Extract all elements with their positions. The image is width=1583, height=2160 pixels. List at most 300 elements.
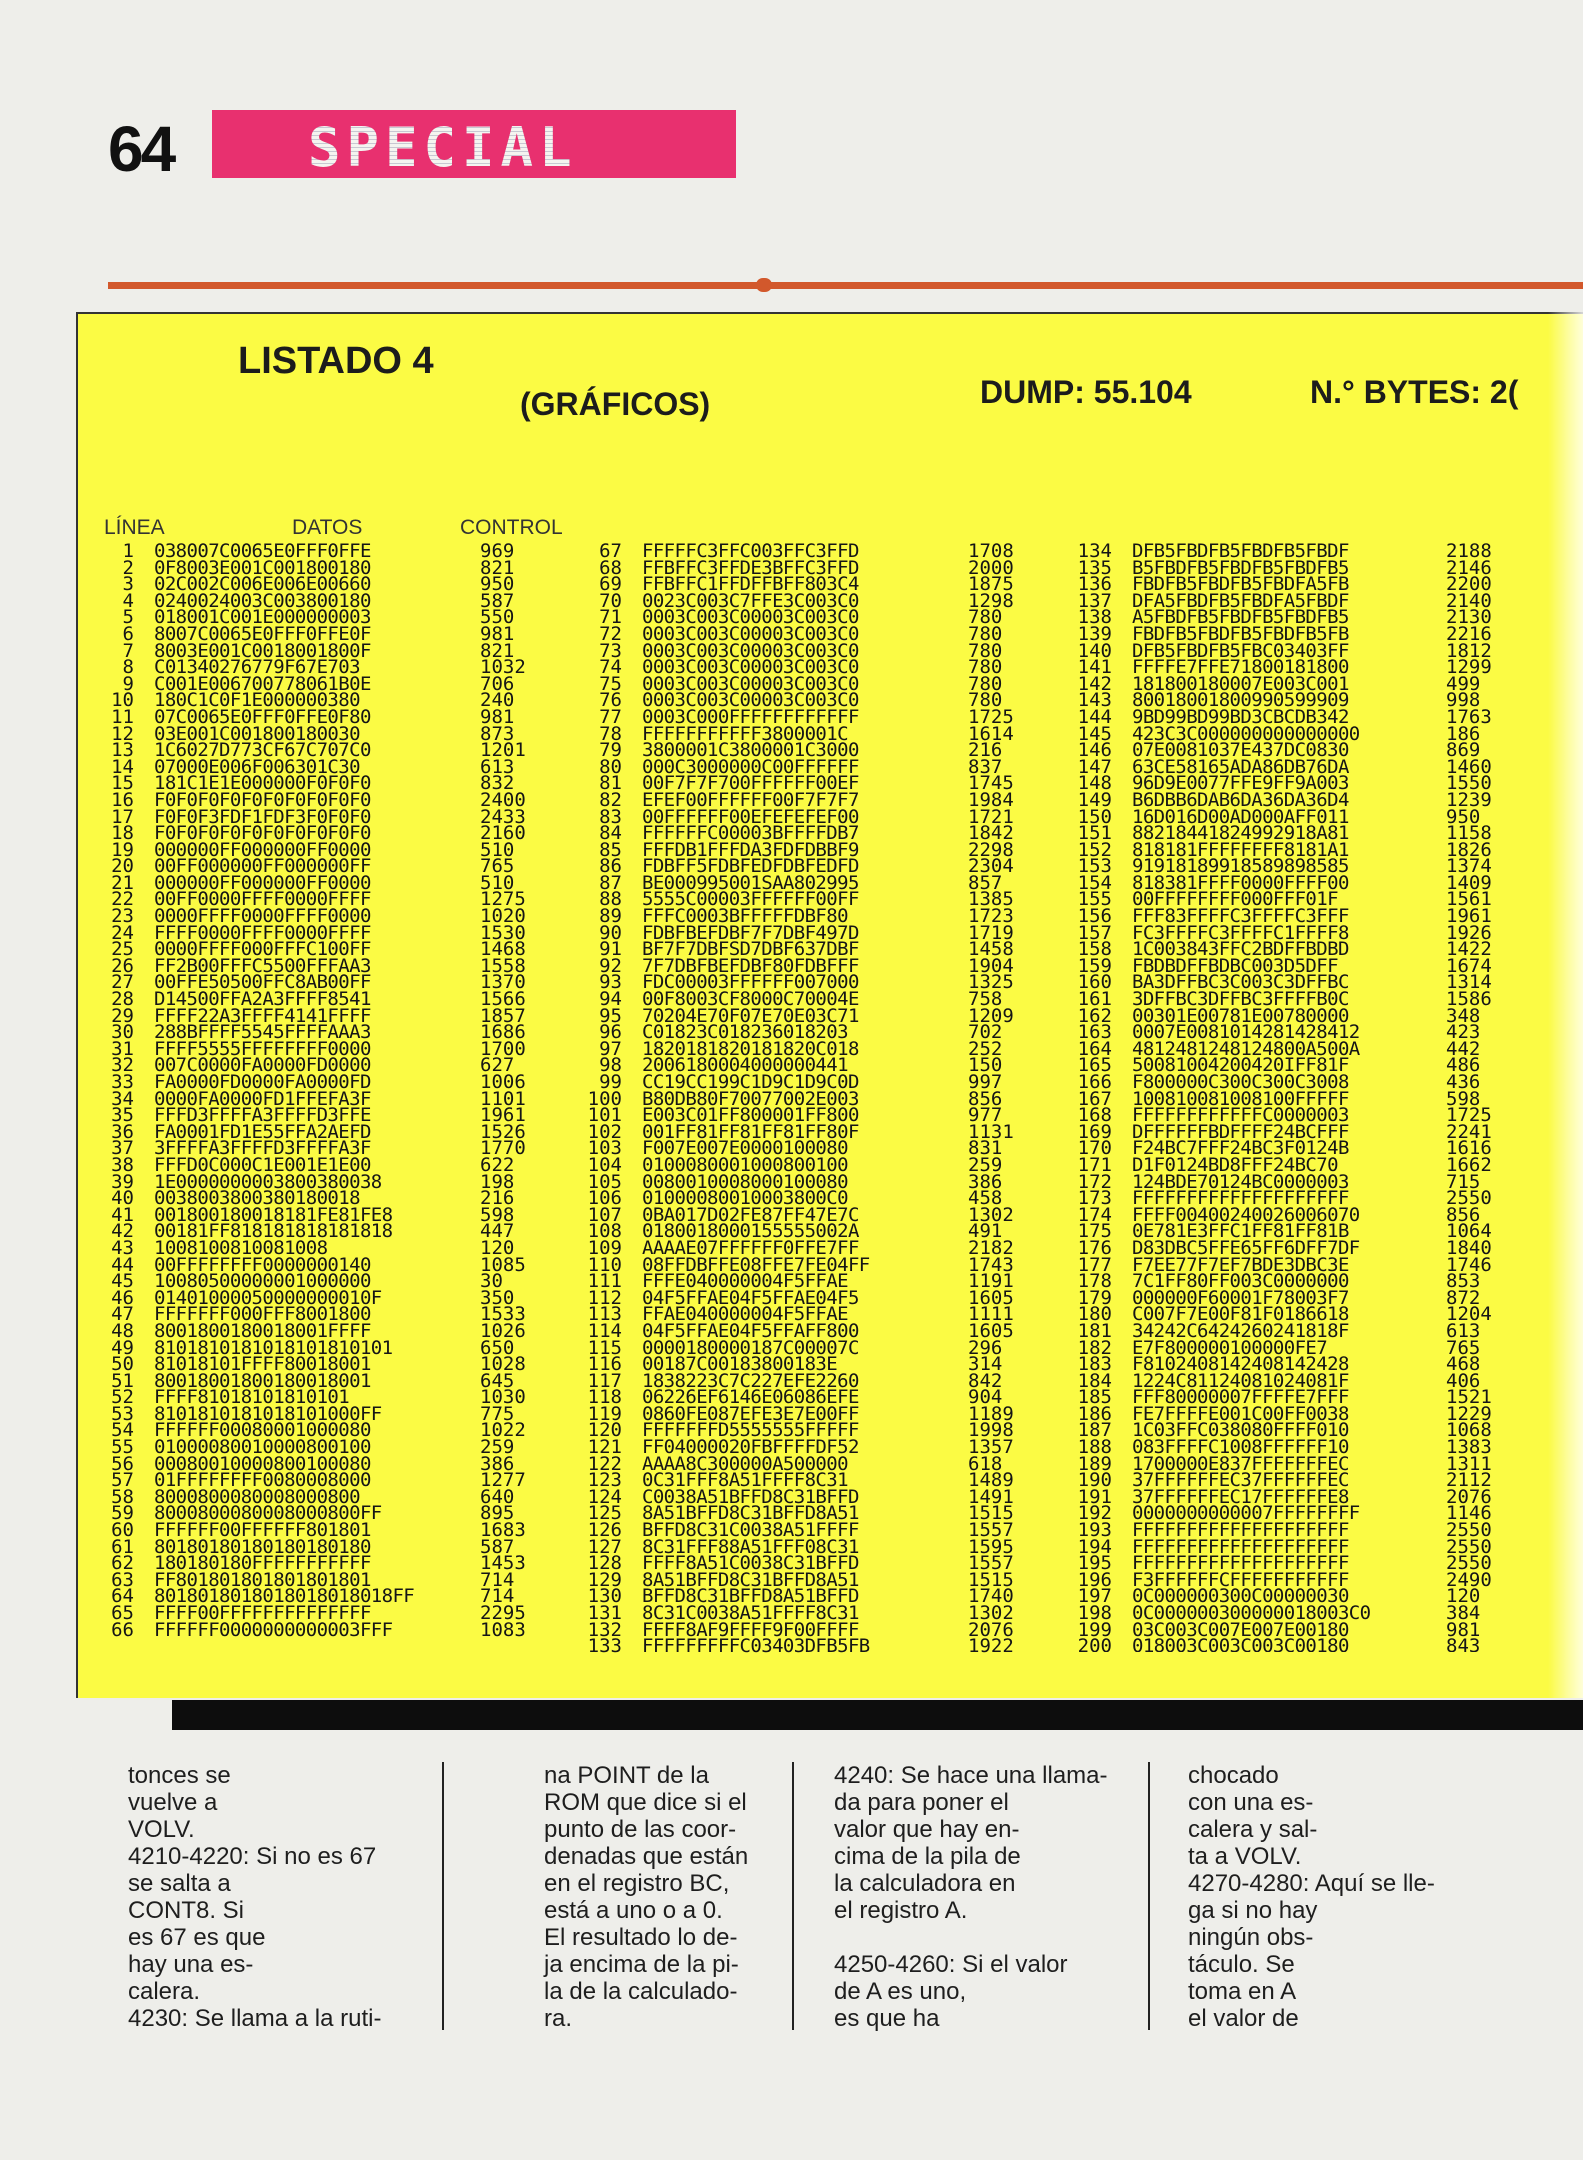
listing-row — [90, 573, 540, 596]
line-number: 75 — [599, 672, 622, 695]
control-sum: 1533 — [480, 1303, 526, 1326]
line-number: 181 — [1077, 1319, 1112, 1342]
hex-data: C01340276779F67E703 — [154, 656, 360, 679]
control-sum: 843 — [1446, 1635, 1481, 1652]
line-number: 50 — [111, 1353, 134, 1376]
listing-row — [90, 1568, 540, 1591]
control-sum: 895 — [480, 1502, 515, 1525]
line-number: 79 — [599, 739, 622, 762]
listing-row — [90, 1303, 540, 1326]
listing-row — [90, 1203, 540, 1226]
control-sum: 386 — [480, 1452, 515, 1475]
hex-data: 00FF000000FF000000FF — [154, 855, 371, 878]
hex-data: 000C3000000C00FFFFFF — [642, 755, 859, 778]
control-sum: 1458 — [968, 938, 1014, 961]
listing-row — [1068, 1336, 1583, 1359]
hex-data: FDBFF5FDBFEDFDBFEDFD — [642, 855, 859, 878]
hex-data: FFFD3FFFFA3FFFFD3FFE — [154, 1104, 371, 1127]
hex-data: 001800180018181FE81FE8 — [154, 1203, 393, 1226]
control-sum: 198 — [480, 1170, 515, 1193]
line-number: 162 — [1077, 1004, 1112, 1027]
listing-row — [578, 606, 1028, 629]
line-number: 167 — [1077, 1087, 1112, 1110]
line-number: 38 — [111, 1153, 134, 1176]
control-sum: 613 — [1446, 1319, 1481, 1342]
control-sum: 977 — [968, 1104, 1003, 1127]
hex-data: 00181FF818181818181818 — [154, 1220, 393, 1243]
text-line: na POINT de la — [544, 1762, 709, 1789]
line-number: 19 — [111, 838, 134, 861]
line-number: 4 — [122, 589, 134, 612]
line-number: 84 — [599, 822, 622, 845]
line-number: 124 — [587, 1485, 622, 1508]
control-sum: 997 — [968, 1071, 1003, 1093]
listing-row — [578, 1054, 1028, 1077]
listing-title: LISTADO 4 — [238, 340, 434, 382]
line-number: 114 — [587, 1319, 622, 1342]
control-sum: 1725 — [968, 705, 1014, 728]
hex-data: 0003C003C00003C003C0 — [642, 639, 859, 662]
line-number: 194 — [1077, 1535, 1112, 1558]
listing-row — [578, 1270, 1028, 1293]
text-column-2 — [544, 1762, 780, 2032]
control-sum: 2490 — [1446, 1568, 1492, 1591]
control-sum: 1311 — [1446, 1452, 1492, 1475]
line-number: 138 — [1077, 606, 1112, 629]
listing-row — [90, 772, 540, 795]
control-sum: 240 — [480, 689, 515, 712]
line-number: 21 — [111, 871, 134, 894]
control-sum: 587 — [480, 589, 515, 612]
line-number: 148 — [1077, 772, 1112, 795]
line-number: 156 — [1077, 905, 1112, 928]
listing-row — [578, 1353, 1028, 1376]
line-number: 25 — [111, 938, 134, 961]
line-number: 159 — [1077, 954, 1112, 977]
text-line: 4270-4280: Aquí se lle- — [1188, 1870, 1435, 1897]
hex-data: 00080010000800100080 — [154, 1452, 371, 1475]
control-sum: 1763 — [1446, 705, 1492, 728]
hex-data: 00301E00781E00780000 — [1132, 1004, 1349, 1027]
listing-row — [578, 689, 1028, 712]
line-number: 157 — [1077, 921, 1112, 944]
hex-data: 0003C003C00003C003C0 — [642, 689, 859, 712]
listing-row — [578, 1303, 1028, 1326]
line-number: 95 — [599, 1004, 622, 1027]
listing-row — [90, 639, 540, 662]
control-sum: 1489 — [968, 1469, 1014, 1492]
hex-data: 0003C003C00003C003C0 — [642, 622, 859, 645]
listing-row — [1068, 1469, 1583, 1492]
listing-row — [1068, 855, 1583, 878]
control-sum: 872 — [1446, 1286, 1481, 1309]
control-sum: 2160 — [480, 822, 526, 845]
hex-data: F0F0F3FDF1FDF3F0F0F0 — [154, 805, 371, 828]
line-number: 147 — [1077, 755, 1112, 778]
hex-data: FFFFFFFFFFFFFFFFFFFF — [1132, 1519, 1349, 1542]
hex-data: 1820181820181820C018 — [642, 1037, 859, 1060]
control-sum: 1530 — [480, 921, 526, 944]
listing-col-1 — [90, 540, 540, 1641]
hex-data: 16D016D00AD000AFF011 — [1132, 805, 1349, 828]
line-number: 74 — [599, 656, 622, 679]
control-sum: 436 — [1446, 1071, 1481, 1093]
control-sum: 458 — [968, 1187, 1003, 1210]
line-number: 99 — [599, 1071, 622, 1093]
column-divider — [442, 1762, 444, 2030]
control-sum: 981 — [480, 622, 515, 645]
line-number: 3 — [122, 573, 134, 596]
text-line: es que ha — [834, 2005, 940, 2032]
control-sum: 296 — [968, 1336, 1003, 1359]
hex-data: F007E007E0000100080 — [642, 1137, 848, 1160]
listing-row — [90, 1436, 540, 1459]
control-sum: 1032 — [480, 656, 526, 679]
listing-row — [90, 938, 540, 961]
hex-data: FFFFFFFFFFFFFFFFFFFF — [1132, 1187, 1349, 1210]
control-sum: 1558 — [480, 954, 526, 977]
listing-row — [90, 1419, 540, 1442]
line-number: 109 — [587, 1236, 622, 1259]
control-sum: 780 — [968, 639, 1003, 662]
control-sum: 780 — [968, 672, 1003, 695]
control-sum: 1068 — [1446, 1419, 1492, 1442]
control-sum: 998 — [1446, 689, 1481, 712]
line-number: 190 — [1077, 1469, 1112, 1492]
listing-row — [1068, 1054, 1583, 1077]
control-sum: 1595 — [968, 1535, 1014, 1558]
hex-data: 1C03FFC038080FFFF010 — [1132, 1419, 1349, 1442]
hex-data: 0003C003C00003C003C0 — [642, 606, 859, 629]
hex-data: FA0001FD1E55FFA2AEFD — [154, 1120, 371, 1143]
listing-row — [578, 1203, 1028, 1226]
listing-row — [1068, 1519, 1583, 1542]
listing-row — [578, 1037, 1028, 1060]
listing-row — [90, 1402, 540, 1425]
listing-row — [90, 1187, 540, 1210]
hex-data: C001E006700778061B0E — [154, 672, 371, 695]
line-number: 59 — [111, 1502, 134, 1525]
text-column-1 — [128, 1762, 428, 2032]
line-number: 14 — [111, 755, 134, 778]
line-number: 73 — [599, 639, 622, 662]
listing-row — [1068, 656, 1583, 679]
control-sum: 314 — [968, 1353, 1003, 1376]
control-sum: 640 — [480, 1485, 515, 1508]
listing-row — [578, 1535, 1028, 1558]
hex-data: 3DFFBC3DFFBC3FFFFB0C — [1132, 988, 1349, 1011]
line-number: 13 — [111, 739, 134, 762]
control-sum: 1385 — [968, 888, 1014, 911]
listing-row — [90, 722, 540, 745]
control-sum: 613 — [480, 755, 515, 778]
control-sum: 1006 — [480, 1071, 526, 1093]
control-sum: 1922 — [968, 1635, 1014, 1658]
text-line: táculo. Se — [1188, 1951, 1295, 1978]
control-sum: 550 — [480, 606, 515, 629]
control-sum: 1189 — [968, 1402, 1014, 1425]
hex-data: F3FFFFFFCFFFFFFFFFFF — [1132, 1568, 1349, 1591]
control-sum: 1026 — [480, 1319, 526, 1342]
listing-row — [1068, 1502, 1583, 1525]
control-sum: 981 — [480, 705, 515, 728]
control-sum: 821 — [480, 556, 515, 579]
control-sum: 1374 — [1446, 855, 1492, 878]
hex-data: 818181FFFFFFFF8181A1 — [1132, 838, 1349, 861]
listing-row — [578, 954, 1028, 977]
listing-row — [578, 921, 1028, 944]
control-sum: 1239 — [1446, 788, 1492, 811]
listing-row — [578, 1336, 1028, 1359]
listing-row — [90, 1336, 540, 1359]
line-number: 187 — [1077, 1419, 1112, 1442]
listing-row — [90, 540, 540, 562]
hex-data: DFA5FBDFB5FBDFA5FBDF — [1132, 589, 1349, 612]
listing-row — [90, 1071, 540, 1093]
page-number: 64 — [108, 113, 174, 185]
listing-row — [578, 1585, 1028, 1608]
hex-data: FBDBDFFBDBC003D5DFF — [1132, 954, 1338, 977]
listing-row — [90, 1485, 540, 1508]
hex-data: FDC00003FFFFFF007000 — [642, 971, 859, 994]
text-line: 4250-4260: Si el valor — [834, 1951, 1068, 1978]
hex-data: F24BC7FFF24BC3F0124B — [1132, 1137, 1349, 1160]
hex-data: 180C1C0F1E000000380 — [154, 689, 360, 712]
listing-row — [90, 1137, 540, 1160]
line-number: 63 — [111, 1568, 134, 1591]
control-sum: 423 — [1446, 1021, 1481, 1044]
control-sum: 715 — [1446, 1170, 1481, 1193]
line-number: 164 — [1077, 1037, 1112, 1060]
listing-row — [1068, 739, 1583, 762]
hex-data: D1F0124BD8FFF24BC70 — [1132, 1153, 1338, 1176]
line-number: 15 — [111, 772, 134, 795]
control-sum: 1723 — [968, 905, 1014, 928]
line-number: 145 — [1077, 722, 1112, 745]
control-sum: 1515 — [968, 1502, 1014, 1525]
hex-data: 0000FFFF0000FFFF0000 — [154, 905, 371, 928]
line-number: 55 — [111, 1436, 134, 1459]
listing-row — [578, 1552, 1028, 1575]
line-number: 110 — [587, 1253, 622, 1276]
line-number: 117 — [587, 1369, 622, 1392]
listing-row — [90, 739, 540, 762]
control-sum: 252 — [968, 1037, 1003, 1060]
hex-data: 00F7F7F700FFFFFF00EF — [642, 772, 859, 795]
listing-row — [1068, 1535, 1583, 1558]
text-line: de A es uno, — [834, 1978, 967, 2005]
line-number: 83 — [599, 805, 622, 828]
control-sum: 1926 — [1446, 921, 1492, 944]
hex-data: FC3FFFFC3FFFFC1FFFF8 — [1132, 921, 1349, 944]
listing-row — [1068, 705, 1583, 728]
control-sum: 1131 — [968, 1120, 1014, 1143]
hex-data: 0BA017D02FE87FF47E7C — [642, 1203, 859, 1226]
listing-row — [1068, 1568, 1583, 1591]
hex-data: 1E0000000003800380038 — [154, 1170, 382, 1193]
listing-row — [90, 871, 540, 894]
listing-row — [1068, 1270, 1583, 1293]
listing-row — [1068, 1203, 1583, 1226]
control-sum: 1721 — [968, 805, 1014, 828]
line-number: 85 — [599, 838, 622, 861]
hex-data: 37FFFFFFEC37FFFFFFEC — [1132, 1469, 1349, 1492]
hex-data: 91918189918589898585 — [1132, 855, 1349, 878]
text-line: chocado — [1188, 1762, 1279, 1789]
line-number: 188 — [1077, 1436, 1112, 1459]
listing-row — [578, 971, 1028, 994]
listing-row — [1068, 1602, 1583, 1624]
listing-row — [1068, 1104, 1583, 1127]
hex-data: 007C0000FA0000FD0000 — [154, 1054, 371, 1077]
hex-data: 01000080010000800100 — [154, 1436, 371, 1459]
control-sum: 348 — [1446, 1004, 1481, 1027]
text-line: cima de la pila de — [834, 1843, 1021, 1870]
listing-row — [578, 1004, 1028, 1027]
control-sum: 831 — [968, 1137, 1003, 1160]
text-line: ningún obs- — [1188, 1924, 1314, 1951]
hex-data: 0E781E3FFC1FF81FF81B — [1132, 1220, 1349, 1243]
control-sum: 406 — [1446, 1369, 1481, 1392]
control-sum: 2200 — [1446, 573, 1492, 596]
control-sum: 2304 — [968, 855, 1014, 878]
listing-row — [578, 1319, 1028, 1342]
line-number: 140 — [1077, 639, 1112, 662]
listing-row — [578, 1286, 1028, 1309]
line-number: 11 — [111, 705, 134, 728]
listing-row — [1068, 1485, 1583, 1508]
control-sum: 842 — [968, 1369, 1003, 1392]
hex-data: BFFD8C31C0038A51FFFF — [642, 1519, 859, 1542]
listing-row — [578, 1021, 1028, 1044]
listing-row — [578, 905, 1028, 928]
hex-data: 4812481248124800A500A — [1132, 1037, 1360, 1060]
hex-data: CC19CC199C1D9C1D9C0D — [642, 1071, 859, 1093]
listing-row — [1068, 888, 1583, 911]
control-sum: 2076 — [1446, 1485, 1492, 1508]
top-rule — [108, 282, 1583, 289]
hex-data: 018001C001E000000003 — [154, 606, 371, 629]
hex-data: 07E0081037E437DC0830 — [1132, 739, 1349, 762]
line-number: 97 — [599, 1037, 622, 1060]
hex-data: FFFF5555FFFFFFFF0000 — [154, 1037, 371, 1060]
hex-data: F800000C300C300C3008 — [1132, 1071, 1349, 1093]
hex-data: 288BFFFF5545FFFFAAA3 — [154, 1021, 371, 1044]
hex-data: F0F0F0F0F0F0F0F0F0F0 — [154, 822, 371, 845]
line-number: 105 — [587, 1170, 622, 1193]
line-number: 35 — [111, 1104, 134, 1127]
line-number: 153 — [1077, 855, 1112, 878]
hex-data: 0000FFFF000FFFC100FF — [154, 938, 371, 961]
hex-data: 06226EF6146E06086EFE — [642, 1386, 859, 1409]
hex-data: 01FFFFFFFF0080008000 — [154, 1469, 371, 1492]
listing-row — [90, 1519, 540, 1542]
hex-data: B6DBB6DAB6DA36DA36D4 — [1132, 788, 1349, 811]
line-number: 149 — [1077, 788, 1112, 811]
listing-row — [1068, 1402, 1583, 1425]
text-line: 4230: Se llama a la ruti- — [128, 2005, 382, 2032]
control-sum: 1719 — [968, 921, 1014, 944]
control-sum: 2076 — [968, 1618, 1014, 1641]
listing-row — [90, 1087, 540, 1110]
hex-data: 00FFFFFFFF000FFF01F — [1132, 888, 1338, 911]
hex-data: FFFFFFFFFFFFFFFFFFFF — [1132, 1535, 1349, 1558]
listing-row — [1068, 1004, 1583, 1027]
control-sum: 1561 — [1446, 888, 1492, 911]
line-number: 184 — [1077, 1369, 1112, 1392]
control-sum: 1984 — [968, 788, 1014, 811]
hex-data: FFFF0000FFFF0000FFFF — [154, 921, 371, 944]
control-sum: 1204 — [1446, 1303, 1492, 1326]
listing-row — [90, 755, 540, 778]
listing-row — [90, 805, 540, 828]
control-sum: 2298 — [968, 838, 1014, 861]
control-sum: 259 — [968, 1153, 1003, 1176]
hex-data: FFAE040000004F5FFAE — [642, 1303, 848, 1326]
control-sum: 447 — [480, 1220, 515, 1243]
text-line: hay una es- — [128, 1951, 254, 1978]
line-number: 30 — [111, 1021, 134, 1044]
text-line: da para poner el — [834, 1789, 1009, 1816]
line-number: 71 — [599, 606, 622, 629]
hex-data: 0000FA0000FD1FFEFA3F — [154, 1087, 371, 1110]
listing-row — [1068, 822, 1583, 845]
control-sum: 622 — [480, 1153, 515, 1176]
line-number: 118 — [587, 1386, 622, 1409]
hex-data: 083FFFFC1008FFFFFF10 — [1132, 1436, 1349, 1459]
control-sum: 1383 — [1446, 1436, 1492, 1459]
listing-row — [1068, 689, 1583, 712]
listing-row — [1068, 556, 1583, 579]
line-number: 123 — [587, 1469, 622, 1492]
listing-row — [578, 1104, 1028, 1127]
control-sum: 950 — [480, 573, 515, 596]
line-number: 68 — [599, 556, 622, 579]
control-sum: 1550 — [1446, 772, 1492, 795]
text-line: calera y sal- — [1188, 1816, 1318, 1843]
line-number: 52 — [111, 1386, 134, 1409]
listing-row — [1068, 722, 1583, 745]
listing-row — [1068, 1386, 1583, 1409]
control-sum: 1515 — [968, 1568, 1014, 1591]
listing-row — [578, 1120, 1028, 1143]
listing-row — [90, 1535, 540, 1558]
control-sum: 2112 — [1446, 1469, 1492, 1492]
listing-row — [1068, 540, 1583, 562]
line-number: 104 — [587, 1153, 622, 1176]
listing-row — [578, 722, 1028, 745]
control-sum: 2241 — [1446, 1120, 1492, 1143]
control-sum: 1961 — [1446, 905, 1492, 928]
text-line: toma en A — [1188, 1978, 1297, 2005]
hex-data: FFFF00400240026006070 — [1132, 1203, 1360, 1226]
listing-row — [578, 805, 1028, 828]
listing-row — [1068, 1635, 1583, 1652]
hex-data: FFFFFF00FFFFFF801801 — [154, 1519, 371, 1542]
listing-row — [1068, 1319, 1583, 1342]
hex-data: C0038A51BFFD8C31BFFD — [642, 1485, 859, 1508]
line-number: 54 — [111, 1419, 134, 1442]
text-line — [834, 1924, 1134, 1951]
line-number: 39 — [111, 1170, 134, 1193]
control-sum: 2433 — [480, 805, 526, 828]
line-number: 193 — [1077, 1519, 1112, 1542]
control-sum: 216 — [480, 1187, 515, 1210]
control-sum: 856 — [1446, 1203, 1481, 1226]
hex-data: FFF80000007FFFFE7FFF — [1132, 1386, 1349, 1409]
hex-data: 8C31C0038A51FFFF8C31 — [642, 1602, 859, 1624]
control-sum: 186 — [1446, 722, 1481, 745]
